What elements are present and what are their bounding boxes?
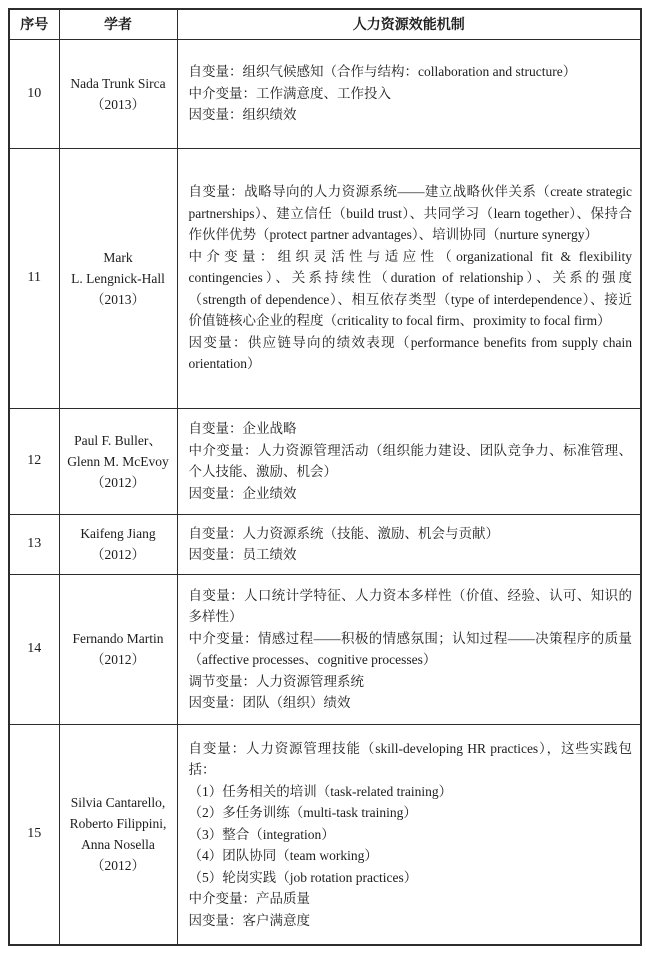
- mechanism-line: 因变量：团队（组织）绩效: [188, 695, 351, 710]
- mechanism-line: 因变量：组织绩效: [188, 107, 297, 123]
- mechanism-line: 中介变量：组织灵活性与适应性（organizational fit & flexibility contingencies）、关系持续性（duration of relationship）、关系的强度（strength of dependence）、相互依存类型（type of interdependence）、接近价值链核心企业的程度（criticality to focal firm、proximity to focal firm）: [188, 248, 632, 329]
- scholar-line: （2012）: [91, 474, 145, 490]
- mechanism-cell: [177, 514, 641, 574]
- table-row: [9, 514, 641, 574]
- mechanism-line: 调节变量：人力资源管理系统: [188, 673, 364, 689]
- header-scholar: 学者: [59, 9, 177, 39]
- scholar-line: （2012）: [91, 547, 145, 562]
- mechanism-line: （4）团队协同（team working）: [188, 848, 378, 863]
- scholar-line: Nada Trunk Sirca: [70, 75, 166, 91]
- scholar-line: Mark: [103, 249, 133, 265]
- scholar-line: Kaifeng Jiang: [80, 526, 156, 541]
- row-number: 13: [9, 514, 59, 574]
- mechanism-line: （5）轮岗实践（job rotation practices）: [188, 869, 418, 885]
- mechanism-cell: [177, 408, 641, 514]
- header-no: 序号: [9, 9, 59, 39]
- mechanism-cell: [177, 39, 641, 148]
- mechanism-line: 自变量：人力资源管理技能（skill-developing HR practices），这些实践包括：: [188, 740, 632, 777]
- scholar-cell: [59, 574, 177, 724]
- mechanism-line: 因变量：员工绩效: [188, 547, 297, 562]
- table-row: [9, 574, 641, 724]
- table-row: [9, 148, 641, 408]
- mechanism-cell: [177, 148, 641, 408]
- scholar-line: Anna Nosella: [81, 837, 155, 853]
- scholar-line: L. Lengnick-Hall: [71, 270, 165, 286]
- table-body: [9, 39, 641, 945]
- mechanism-line: 自变量：人口统计学特征、人力资本多样性（价值、经验、认可、知识的多样性）: [188, 587, 632, 624]
- scholar-line: （2013）: [91, 291, 145, 307]
- scholar-line: Roberto Filippini,: [69, 816, 167, 832]
- scholar-line: Paul F. Buller、: [74, 432, 162, 448]
- row-number: 11: [9, 148, 59, 408]
- mechanism-cell: [177, 574, 641, 724]
- scholar-line: Silvia Cantarello,: [70, 795, 166, 811]
- mechanism-line: 因变量：客户满意度: [188, 912, 310, 928]
- mechanism-line: 中介变量：工作满意度、工作投入: [188, 85, 391, 101]
- row-number: 15: [9, 724, 59, 945]
- header-row: [9, 9, 641, 39]
- row-number: 10: [9, 39, 59, 148]
- mechanism-line: （1）任务相关的培训（task-related training）: [188, 783, 453, 799]
- header-mechanism: 人力资源效能机制: [177, 9, 641, 39]
- row-number: 14: [9, 574, 59, 724]
- mechanism-line: 自变量：人力资源系统（技能、激励、机会与贡献）: [188, 525, 499, 541]
- scholar-cell: [59, 408, 177, 514]
- mechanism-line: 自变量：企业战略: [188, 421, 297, 436]
- scholar-cell: [59, 39, 177, 148]
- mechanism-line: 自变量：战略导向的人力资源系统——建立战略伙伴关系（create strategic partnerships）、建立信任（build trust）、共同学习（learn together）、保持合作伙伴优势（protect partner advantages）、培训协同（nurture synergy）: [188, 184, 632, 243]
- table-row: [9, 39, 641, 148]
- mechanism-cell: [177, 724, 641, 945]
- mechanism-line: （3）整合（integration）: [188, 826, 335, 842]
- mechanism-line: 中介变量：人力资源管理活动（组织能力建设、团队竞争力、标准管理、个人技能、激励、机会）: [188, 442, 632, 479]
- scholar-cell: [59, 514, 177, 574]
- table-row: [9, 724, 641, 945]
- row-number: 12: [9, 408, 59, 514]
- mechanism-line: 因变量：供应链导向的绩效表现（performance benefits from supply chain orientation）: [188, 334, 632, 372]
- mechanism-line: （2）多任务训练（multi-task training）: [188, 805, 417, 820]
- scholar-cell: [59, 724, 177, 945]
- mechanism-line: 自变量：组织气候感知（合作与结构：collaboration and structure）: [188, 64, 577, 80]
- mechanism-line: 中介变量：情感过程——积极的情感氛围；认知过程——决策程序的质量（affective processes、cognitive processes）: [188, 630, 632, 667]
- scholar-line: （2012）: [91, 858, 145, 874]
- scholar-line: Glenn M. McEvoy: [67, 453, 169, 469]
- table-row: [9, 408, 641, 514]
- hr-mechanism-table: [8, 8, 642, 946]
- scholar-line: （2012）: [91, 652, 145, 667]
- scholar-line: （2013）: [91, 96, 145, 112]
- scholar-line: Fernando Martin: [72, 631, 164, 646]
- mechanism-line: 因变量：企业绩效: [188, 485, 297, 501]
- mechanism-line: 中介变量：产品质量: [188, 891, 310, 906]
- scholar-cell: [59, 148, 177, 408]
